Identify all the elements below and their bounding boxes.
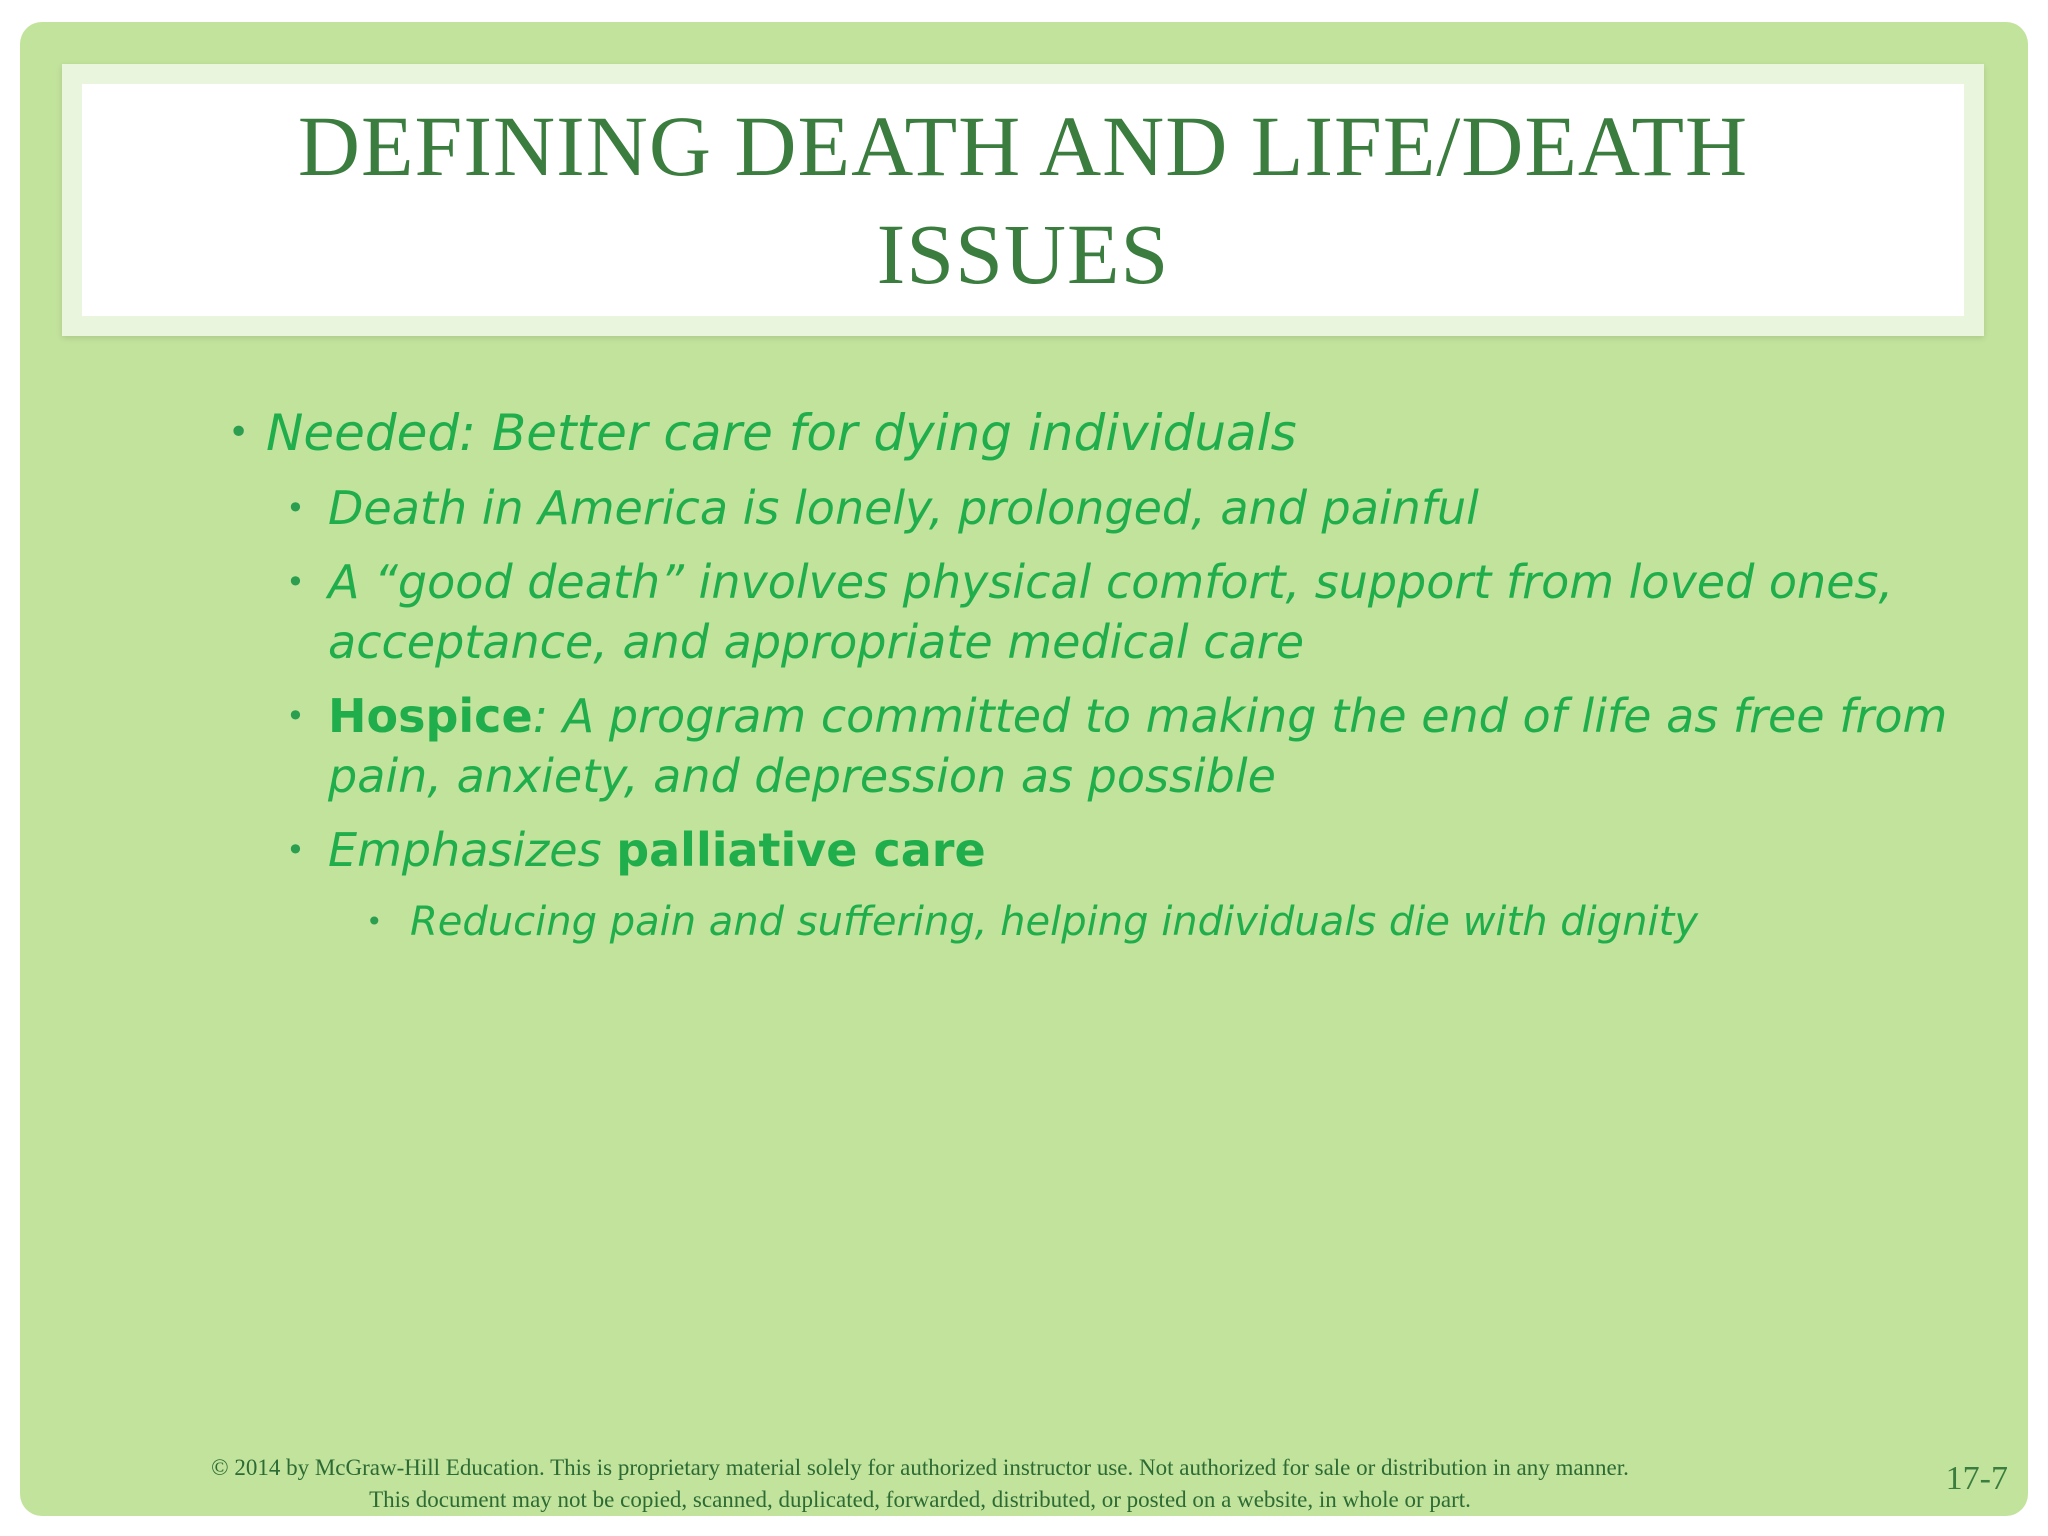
bullet-level-2 bbox=[286, 686, 1968, 806]
bullet-level-2 bbox=[286, 478, 1968, 538]
footer-line-2: This document may not be copied, scanned, duplicated, forwarded, distributed, or posted on a website, in whole or part. bbox=[369, 1487, 1471, 1512]
slide bbox=[20, 22, 2028, 1516]
term-hospice: Hospice bbox=[328, 689, 533, 743]
bullet-text: : A program committed to making the end of life as free from pain, anxiety, and depression as possible bbox=[328, 689, 1948, 803]
bullet-level-1 bbox=[228, 402, 1966, 464]
bullet-text: A “good death” involves physical comfort, support from loved ones, acceptance, and appropriate medical care bbox=[328, 555, 1894, 669]
bullet-dot-icon: • bbox=[228, 412, 250, 453]
term-palliative-care: palliative care bbox=[616, 823, 986, 877]
title-frame bbox=[62, 64, 1984, 336]
bullet-list bbox=[20, 402, 2028, 960]
bullet-dot-icon: • bbox=[286, 489, 305, 527]
bullet-text: Needed: Better care for dying individuals bbox=[266, 404, 1297, 462]
bullet-text: Reducing pain and suffering, helping individuals die with dignity bbox=[410, 899, 1698, 945]
footer-line-1: © 2014 by McGraw-Hill Education. This is proprietary material solely for authorized instructor use. Not authorized for sale or distribution in any manner. bbox=[211, 1455, 1629, 1480]
bullet-level-2 bbox=[286, 552, 1968, 672]
bullet-dot-icon: • bbox=[286, 697, 305, 735]
page-number: 17-7 bbox=[1945, 1460, 2008, 1497]
title-box bbox=[82, 84, 1964, 316]
slide-title: DEFINING DEATH AND LIFE/DEATH ISSUES bbox=[297, 98, 1749, 302]
bullet-text: Emphasizes bbox=[328, 823, 617, 877]
bullet-text: Death in America is lonely, prolonged, and painful bbox=[328, 481, 1479, 535]
bullet-level-3 bbox=[366, 894, 1970, 950]
copyright-footer bbox=[20, 1452, 1820, 1516]
bullet-dot-icon: • bbox=[286, 563, 305, 601]
bullet-level-2 bbox=[286, 820, 1968, 880]
bullet-dot-icon: • bbox=[286, 831, 305, 869]
bullet-dot-icon: • bbox=[366, 905, 383, 938]
